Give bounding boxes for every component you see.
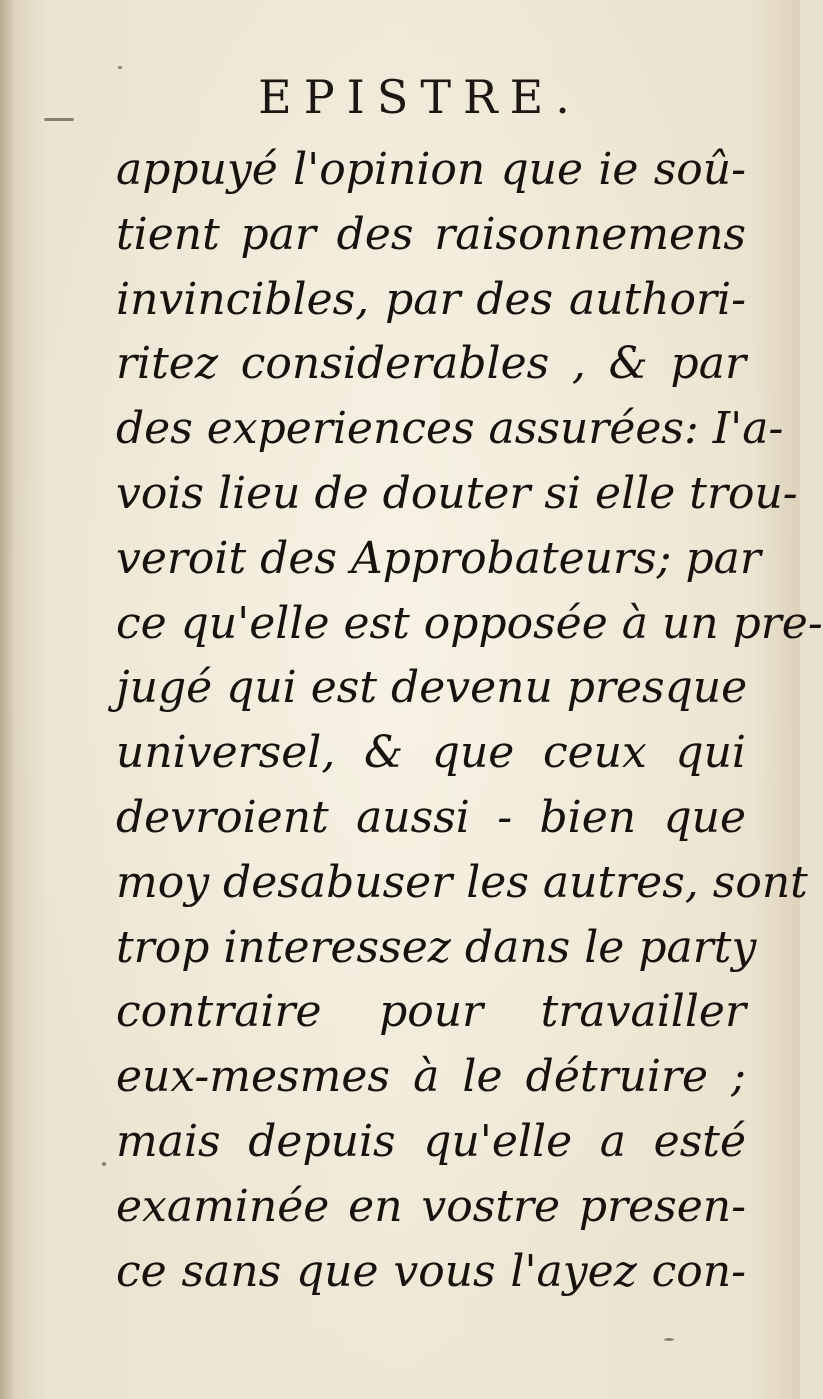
paper-speck: [44, 118, 74, 121]
paper-speck: [118, 66, 122, 69]
text-line: appuyé l'opinion que ie soû-: [116, 144, 746, 195]
text-line: trop interessez dans le party: [116, 921, 757, 973]
text-line: ritez considerables , & par: [116, 338, 746, 390]
text-line: ce qu'elle est opposée à un pre-: [116, 597, 823, 649]
text-line: vois lieu de douter si elle trou-: [116, 467, 798, 519]
text-line: contraire pour travailler: [116, 986, 746, 1038]
paper-speck: [102, 1162, 106, 1166]
text-line: des experiences assurées: I'a-: [116, 403, 784, 455]
paper-speck: [664, 1338, 674, 1341]
text-line: tient par des raisonnemens: [116, 208, 746, 260]
text-line: eux-mesmes à le détruire ;: [116, 1051, 746, 1103]
gutter-shadow: [0, 0, 14, 1399]
text-line: universel, & que ceux qui: [116, 727, 746, 779]
text-line: mais depuis qu'elle a esté: [116, 1115, 746, 1167]
text-line: veroit des Approbateurs; par: [116, 532, 761, 584]
text-line: moy desabuser les autres, sont: [116, 856, 808, 908]
text-line: jugé qui est devenu presque: [116, 662, 748, 714]
text-line: invincibles, par des authori-: [116, 273, 746, 325]
body-text: [116, 138, 823, 1304]
text-line: examinée en vostre presen-: [116, 1180, 746, 1232]
running-head: EPISTRE.: [258, 70, 582, 124]
text-line: devroient aussi - bien que: [116, 791, 746, 843]
text-line: ce sans que vous l'ayez con-: [116, 1245, 746, 1297]
